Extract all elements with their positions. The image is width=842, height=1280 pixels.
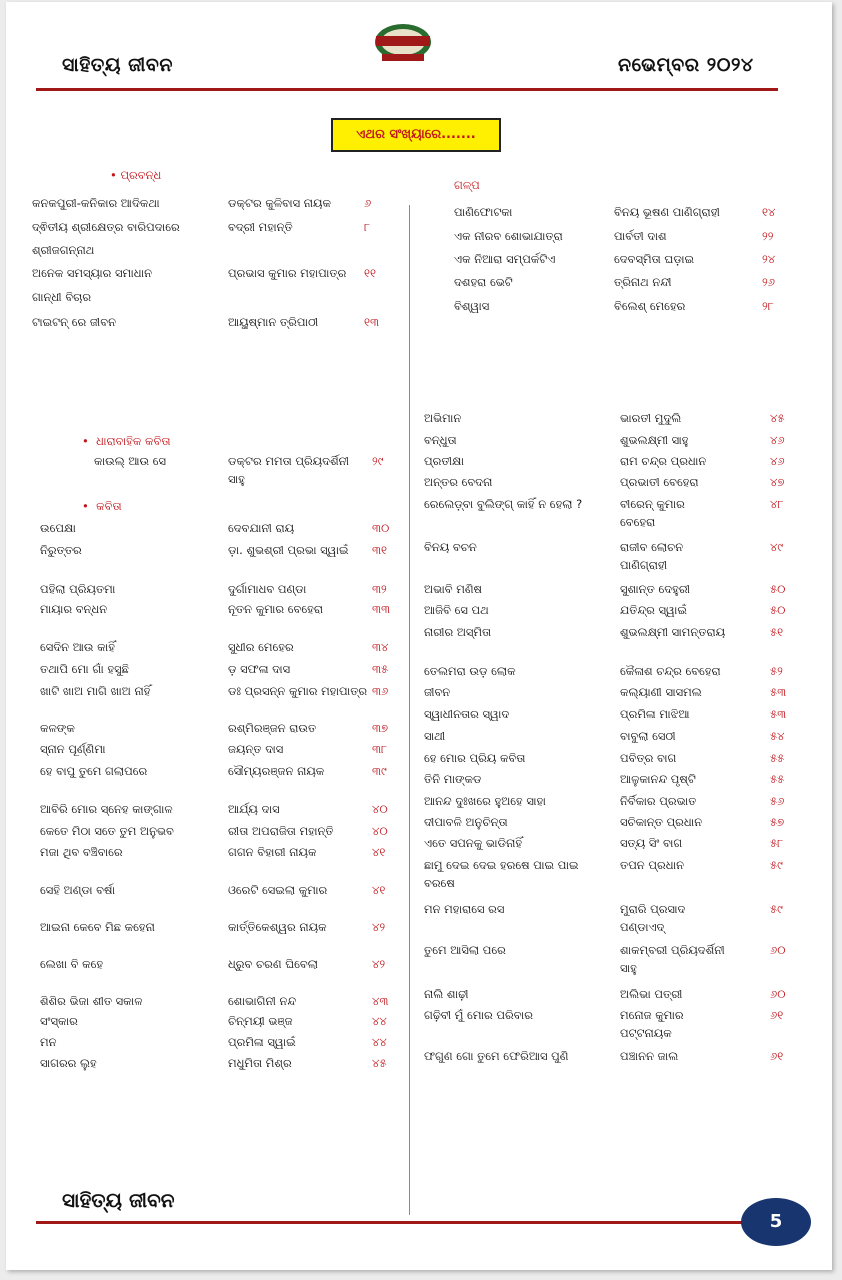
entry-page-number: ୪୨ — [372, 957, 386, 971]
entry-page-number: ୪୬ — [770, 433, 785, 447]
contents-banner: ଏଥର ସଂଖ୍ୟାରେ....... — [331, 118, 501, 152]
entry-page-number: ୫୧ — [770, 625, 784, 639]
header-issue-date: ନଭେମ୍ବର ୨୦୨୪ — [618, 54, 754, 76]
entry-author: କୈଳାଶ ଚନ୍ଦ୍ର ବେହେରା — [620, 664, 721, 678]
entry-page-number: ୫୫ — [770, 772, 785, 786]
entry-author: ଓରେଟି ସେଇଲା କୁମାର — [228, 883, 328, 897]
entry-title: କାଉଲ୍ ଆଉ ସେ — [94, 454, 166, 468]
section-text: ପ୍ରବନ୍ଧ — [120, 168, 162, 182]
entry-page-number: ୫୦ — [770, 582, 786, 596]
entry-page-number: ୫୩ — [770, 707, 787, 721]
entry-author: ବୀରେନ୍ କୁମାର — [620, 497, 685, 511]
entry-page-number: ୬୦ — [770, 987, 786, 1001]
entry-page-number: ୬୧ — [770, 1049, 784, 1063]
entry-page-number: ୪୪ — [372, 1014, 387, 1028]
entry-author: ଶୁଭଲକ୍ଷ୍ମୀ ସାହୁ — [620, 433, 689, 447]
entry-title: ଶିଶିର ଭିଜା ଶୀତ ସକାଳ — [40, 994, 143, 1008]
entry-author: ଡ଼ା. ଶୁଭଶ୍ରୀ ପ୍ରଭା ସ୍ୱାଇଁ — [228, 543, 349, 557]
entry-page-number: ୪୯ — [770, 540, 784, 554]
entry-title: ନାଲି ଶାଢ଼ୀ — [424, 987, 469, 1001]
entry-author: ଭାରତୀ ମୁଦୁଲି — [620, 411, 682, 425]
entry-author: ବିଲେଶ୍ ମେହେର — [614, 299, 686, 313]
entry-author: ମଧୁମିତା ମିଶ୍ର — [228, 1056, 292, 1070]
entry-page-number: ୩୯ — [372, 764, 387, 778]
entry-author: ପାର୍ବତୀ ଦାଶ — [614, 229, 667, 243]
entry-title: ପାଣିଫୋଟକା — [454, 205, 513, 219]
entry-title-cont: ବରଷେ — [424, 876, 455, 890]
entry-author-cont: ସାହୁ — [228, 472, 245, 486]
entry-author: ଜୟନ୍ତ ଦାସ — [228, 742, 284, 756]
entry-author: ଆର୍ଯ୍ୟ ଦାସ — [228, 802, 280, 816]
entry-author-cont: ପଟ୍ଟନାୟକ — [620, 1026, 672, 1040]
entry-author: ଅଲିଭା ପତ୍ରୀ — [620, 987, 683, 1001]
entry-page-number: ୫୦ — [770, 603, 786, 617]
entry-title: ସଂସ୍କାର — [40, 1014, 78, 1028]
entry-title: ତିନି ମାଙ୍କଡ — [424, 772, 482, 786]
entry-page-number: ୫୬ — [770, 794, 785, 808]
entry-author: ପ୍ରମିଳା ସ୍ୱାଇଁ — [228, 1035, 296, 1049]
entry-title: ସାଥୀ — [424, 729, 446, 743]
entry-author: ବଦ୍ରୀ ମହାନ୍ତି — [228, 220, 293, 234]
entry-page-number: ୫୯ — [770, 858, 783, 872]
header-left-title: ସାହିତ୍ୟ ଜୀବନ — [62, 54, 173, 76]
entry-page-number: ୪୪ — [372, 1035, 387, 1049]
entry-page-number: ୩୧ — [372, 543, 388, 557]
entry-page-number: ୩୪ — [372, 640, 389, 654]
entry-title: ସାଗରର ଲୁହ — [40, 1056, 97, 1070]
entry-title: ସ୍ୱାଧୀନତାର ସ୍ୱାଦ — [424, 707, 510, 721]
entry-title: ବିଶ୍ୱାସ — [454, 299, 490, 313]
entry-page-number: ୨୬ — [762, 275, 775, 289]
entry-page-number: ୪୧ — [372, 845, 386, 859]
entry-title: ହେ ମୋର ପ୍ରିୟ କବିତା — [424, 751, 526, 765]
section-label-kabita: • କବିତା — [82, 499, 122, 513]
entry-page-number: ୪୭ — [770, 475, 785, 489]
entry-title: ତେଲମରା ଉଡ଼ ଲୋକ — [424, 664, 516, 678]
entry-author: ସୁଶାନ୍ତ ଦେହୁରୀ — [620, 582, 691, 596]
entry-page-number: ୩୨ — [372, 582, 387, 596]
entry-author: କାର୍ତ୍ତିକେଶ୍ୱର ନାୟକ — [228, 920, 327, 934]
entry-title: ଅନେକ ସମସ୍ୟାର ସମାଧାନ — [32, 266, 153, 280]
entry-page-number: ୪୫ — [372, 1056, 387, 1070]
entry-page-number: ୧୧ — [364, 266, 376, 280]
entry-title: କଳଙ୍କ — [40, 721, 75, 735]
entry-title: ମନ — [40, 1035, 57, 1049]
entry-title: ଆବିରି ମୋର ସ୍ନେହ କାଙ୍ଗାଳ — [40, 802, 173, 816]
column-divider — [409, 205, 410, 1215]
page-number-badge: 5 — [741, 1198, 811, 1246]
entry-author: ସୁଧୀର ମେହେର — [228, 640, 294, 654]
entry-title: ମନ ମହାରାସେ ରସ — [424, 902, 505, 916]
entry-page-number: ୫୭ — [770, 815, 785, 829]
entry-author: ପ୍ରଭାସ କୁମାର ମହାପାତ୍ର — [228, 266, 347, 280]
entry-page-number: ୬୦ — [770, 943, 786, 957]
entry-author: ମନୋଜ କୁମାର — [620, 1008, 684, 1022]
entry-title: ଉପେକ୍ଷା — [40, 521, 76, 535]
entry-author: ଧ୍ରୁବ ଚରଣ ଘିବେଲା — [228, 957, 318, 971]
entry-title: ପ୍ରତୀକ୍ଷା — [424, 454, 464, 468]
entry-title: ଅଭାବି ମଣିଷ — [424, 582, 483, 596]
entry-author: ତପନ ପ୍ରଧାନ — [620, 858, 685, 872]
entry-page-number: ୩୦ — [372, 521, 390, 535]
entry-author: ବାବୁଲା ସେଠୀ — [620, 729, 676, 743]
entry-page-number: ୪୧ — [372, 883, 386, 897]
entry-title: କନକପୁରୀ-କନିକାର ଆଦିକଥା — [32, 196, 160, 210]
entry-author-cont: ବେହେରା — [620, 515, 656, 529]
entry-author: ଡଃ ପ୍ରସନ୍ନ କୁମାର ମହାପାତ୍ର — [228, 684, 368, 698]
entry-author: ଯତିନ୍ଦ୍ର ସ୍ୱାଇଁ — [620, 603, 687, 617]
entry-title: ଆଇନା କେବେ ମିଛ କହେନା — [40, 920, 155, 934]
entry-author-cont: ପାଣିଗ୍ରାହୀ — [620, 558, 668, 572]
entry-title: ଏକ ନିଆରା ସମ୍ପର୍କଟିଏ — [454, 252, 556, 266]
entry-author: ପ୍ରଭାତୀ ବେହେରା — [620, 475, 699, 489]
entry-page-number: ୩୭ — [372, 721, 389, 735]
entry-author: କଲ୍ୟାଣୀ ସାସମଲ — [620, 685, 702, 699]
entry-author: ରାମ ଚନ୍ଦ୍ର ପ୍ରଧାନ — [620, 454, 707, 468]
entry-title: ସେହି ଅଣ୍ଡା ବର୍ଷା — [40, 883, 116, 897]
entry-page-number: ୪୫ — [770, 411, 785, 425]
entry-title: ଫଗୁଣ ଗୋ ତୁମେ ଫେରିଆସ ପୁଣି — [424, 1049, 569, 1063]
entry-author: ଦେବଯାନୀ ରାୟ — [228, 521, 295, 535]
entry-title: ମଜା ଥିବ ବଞ୍ଚିବାରେ — [40, 845, 123, 859]
entry-author: ଶାକମ୍ବରୀ ପ୍ରିୟଦର୍ଶିନୀ — [620, 943, 725, 957]
entry-page-number: ୫୩ — [770, 685, 787, 699]
entry-author: ରଶ୍ମିରଞ୍ଜନ ରାଉତ — [228, 721, 317, 735]
entry-title: ଏକ ନୀରବ ଶୋଭାଯାତ୍ରା — [454, 229, 563, 243]
section-text: ଧାରାବାହିକ କବିତା — [96, 434, 171, 448]
entry-page-number: ୮ — [364, 220, 371, 234]
entry-author: ରୀତା ଅପରାଜିତା ମହାନ୍ତି — [228, 824, 334, 838]
entry-title: ଗାନ୍ଧୀ ବିଚାର — [32, 290, 92, 304]
entry-title: ରେଲେଡ଼୍ବା ବୁଲିଙ୍ଗ୍ କାହିଁ ନ ହେଲା ? — [424, 497, 583, 511]
entry-title: ନାରୀର ଅସ୍ମିତା — [424, 625, 492, 639]
entry-title: ଖାଟି ଖାଅ ମାଗି ଖାଅ ନାହିଁ — [40, 684, 151, 698]
entry-author: ନିର୍ବିକାର ପ୍ରଭାତ — [620, 794, 697, 808]
entry-author: ପ୍ରମିଳା ମାଝିଆ — [620, 707, 690, 721]
entry-page-number: ୫୮ — [770, 836, 784, 850]
entry-author: ପବିତ୍ର ବାଗ — [620, 751, 677, 765]
entry-title: ଅନ୍ତର ବେଦନା — [424, 475, 493, 489]
entry-author: ଆୟୁଷ୍ମାନ ତ୍ରିପାଠୀ — [228, 315, 319, 329]
entry-title: ପହିଲା ପ୍ରିୟତମା — [40, 582, 116, 596]
entry-title: ହେ ବାପୁ ତୁମେ ଗଲାପରେ — [40, 764, 148, 778]
entry-title: ମାୟାର ବନ୍ଧନ — [40, 602, 108, 616]
entry-title: ଶ୍ରୀଜଗନ୍ନାଥ — [32, 243, 95, 257]
entry-title: ନିରୁତ୍ତର — [40, 543, 82, 557]
entry-title: ସେଦିନ ଆଉ କାହିଁ — [40, 640, 115, 654]
entry-title: ଦ୍ଵିତୀୟ ଶ୍ରୀକ୍ଷେତ୍ର ବାରିପଦାରେ — [32, 220, 180, 234]
entry-page-number: ୧୩ — [364, 315, 380, 329]
entry-author: ଦେବସ୍ମିତା ଘଡ଼ାଇ — [614, 252, 695, 266]
entry-title: ଜୀବନ — [424, 685, 451, 699]
entry-title: ବନ୍ଧୁତା — [424, 433, 457, 447]
magazine-logo — [368, 18, 438, 68]
footer-rule — [36, 1221, 756, 1224]
entry-page-number: ୨୯ — [372, 454, 384, 468]
entry-page-number: ୩୮ — [372, 742, 388, 756]
entry-page-number: ୪୮ — [770, 497, 784, 511]
entry-page-number: ୨୨ — [762, 229, 774, 243]
entry-title: ଆନନ୍ଦ ଦୁଃଖରେ ହୁଅହେ ସାହା — [424, 794, 546, 808]
entry-title: ଦୀପାବଳି ଅନୁଚିନ୍ତା — [424, 815, 508, 829]
entry-author: ଚିନ୍ମୟୀ ଭଞ୍ଜ — [228, 1014, 293, 1028]
entry-page-number: ୪୦ — [372, 802, 388, 816]
entry-page-number: ୬୧ — [770, 1008, 784, 1022]
entry-author: ଦୁର୍ଗାମାଧବ ପଣ୍ଡା — [228, 582, 307, 596]
entry-page-number: ୨୪ — [762, 252, 776, 266]
entry-author: ସଚିକାନ୍ତ ପ୍ରଧାନ — [620, 815, 703, 829]
entry-title: ଗଢ଼ିବୀ ମୁଁ ମୋର ପରିବାର — [424, 1008, 533, 1022]
entry-author: ରାଜୀବ ଲୋଚନ — [620, 540, 684, 554]
section-label-dharabahika: • ଧାରାବାହିକ କବିତା — [82, 434, 171, 448]
entry-page-number: ୫୯ — [770, 902, 783, 916]
entry-page-number: ୩୩ — [372, 602, 391, 616]
magazine-page — [6, 2, 832, 1270]
entry-author: ଆଳୁକାନନ୍ଦ ପୃଷ୍ଟି — [620, 772, 696, 786]
entry-page-number: ୪୩ — [372, 994, 389, 1008]
entry-page-number: ୫୫ — [770, 751, 785, 765]
entry-page-number: ୩୬ — [372, 684, 389, 698]
entry-page-number: ୪୦ — [372, 824, 388, 838]
entry-title: ତଥାପି ମୋ ଗାଁ ହସୁଛି — [40, 662, 129, 676]
entry-title: ଅଭିମାନ — [424, 411, 462, 425]
entry-author: ଡ଼ ସଫଳା ଦାସ — [228, 662, 291, 676]
entry-title: ଛାମୁ ଦେଇ ଦେଇ ହରଷେ ପାଇ ପାଇ — [424, 858, 579, 872]
section-text: କବିତା — [96, 499, 122, 513]
entry-page-number: ୨୮ — [762, 299, 774, 313]
entry-title: କେତେ ମିଠା ସତେ ତୁମ ଅନୁଭବ — [40, 824, 174, 838]
entry-title: ଆଜିବି ସେ ପଥ — [424, 603, 489, 617]
entry-title: ସ୍ନାନ ପୂର୍ଣ୍ଣିମା — [40, 742, 106, 756]
footer-title: ସାହିତ୍ୟ ଜୀବନ — [62, 1188, 175, 1212]
entry-author-cont: ସାହୁ — [620, 961, 637, 975]
entry-title: ଲେଖା ବି କହେ — [40, 957, 104, 971]
entry-author: ଶୋଭାଗିନୀ ନନ୍ଦ — [228, 994, 297, 1008]
entry-page-number: ୩୫ — [372, 662, 389, 676]
section-label-galpa: ଗଳ୍ପ — [454, 178, 480, 192]
entry-title: ତୁମେ ଆସିଲା ପରେ — [424, 943, 506, 957]
entry-author: ସତ୍ୟ ସିଂ ବାଗ — [620, 836, 683, 850]
entry-author: ନୂତନ କୁମାର ବେହେରା — [228, 602, 324, 616]
entry-title: ଦଶହରା ଭେଟି — [454, 275, 513, 289]
entry-author: ମୁରାରି ପ୍ରସାଦ — [620, 902, 686, 916]
entry-author: ଡକ୍ଟର ମମତା ପ୍ରିୟଦର୍ଶିନୀ — [228, 454, 350, 468]
entry-title: ଏତେ ସପନକୁ ଭାଡିନାହିଁ — [424, 836, 523, 850]
entry-author: ପଞ୍ଚାନନ ଜାଲ — [620, 1049, 679, 1063]
entry-page-number: ୫୨ — [770, 664, 783, 678]
entry-author: ଗଗନ ବିହାରୀ ନାୟକ — [228, 845, 317, 859]
section-label-prabandha: • ପ୍ରବନ୍ଧ — [110, 168, 162, 182]
entry-title: ଟାଇଟନ୍ ରେ ଜୀବନ — [32, 315, 117, 329]
entry-page-number: ୧୪ — [762, 205, 776, 219]
entry-page-number: ୫୪ — [770, 729, 785, 743]
entry-author: ଡକ୍ଟର କୁଳିବାସ ନାୟକ — [228, 196, 332, 210]
entry-author: ଶୁଭଲକ୍ଷ୍ମୀ ସାମନ୍ତରାୟ — [620, 625, 726, 639]
header-rule — [36, 88, 778, 91]
entry-author-cont: ପଣ୍ଡାଏଦ୍ — [620, 920, 665, 934]
entry-title: ବିନୟ ବଚନ — [424, 540, 477, 554]
entry-page-number: ୪୬ — [770, 454, 785, 468]
entry-author: ବିନୟ ଭୂଷଣ ପାଣିଗ୍ରାହୀ — [614, 205, 720, 219]
entry-author: ତ୍ରିନାଥ ନନ୍ଦୀ — [614, 275, 672, 289]
entry-page-number: ୪୨ — [372, 920, 386, 934]
entry-page-number: ୬ — [364, 196, 372, 210]
entry-author: ସୌମ୍ୟରଞ୍ଜନ ନାୟକ — [228, 764, 325, 778]
